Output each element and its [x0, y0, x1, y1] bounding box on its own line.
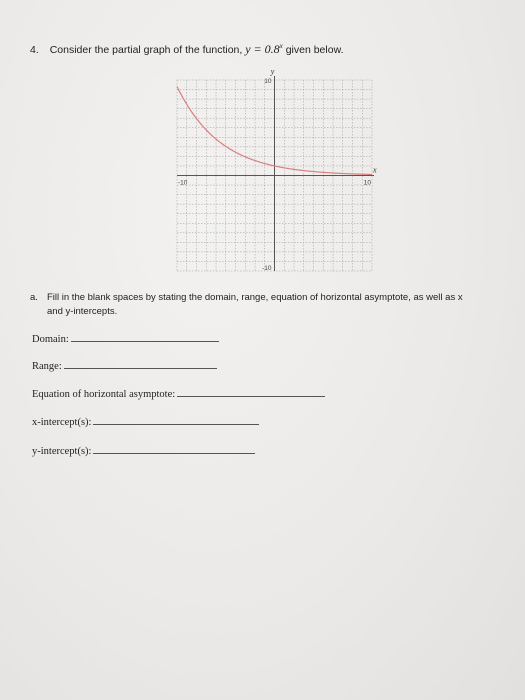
graph-svg	[165, 66, 380, 276]
tick-label-y-min: -10	[262, 265, 272, 272]
asymptote-field	[32, 388, 325, 400]
y-axis-label: y	[270, 67, 275, 76]
range-field	[32, 360, 217, 372]
part-a-text-line2: and y-intercepts.	[47, 306, 118, 317]
x-intercepts-answer-blank[interactable]	[93, 416, 259, 425]
function-expression	[245, 42, 283, 56]
part-a-instructions	[30, 291, 500, 319]
question-number: 4.	[30, 44, 39, 56]
part-a-text-line1: Fill in the blank spaces by stating the domain, range, equation of horizontal asymptote, as well as x	[47, 292, 463, 303]
question-text-after: given below.	[285, 44, 344, 56]
domain-label: Domain:	[32, 334, 69, 345]
tick-label-x-max: 10	[363, 179, 371, 187]
domain-field	[32, 333, 219, 345]
tick-label-y-max: 10	[264, 78, 272, 85]
function-exponent: x	[279, 42, 283, 50]
x-axis-label: x	[373, 165, 377, 175]
function-base: y = 0.8	[245, 42, 280, 56]
question-4-prompt	[30, 42, 344, 57]
y-intercepts-field	[32, 445, 255, 457]
question-text-before: Consider the partial graph of the function,	[49, 44, 243, 56]
y-intercepts-label: y-intercept(s):	[32, 446, 92, 457]
domain-answer-blank[interactable]	[71, 333, 219, 342]
y-intercepts-answer-blank[interactable]	[93, 445, 255, 454]
function-graph	[165, 66, 380, 276]
asymptote-answer-blank[interactable]	[177, 388, 325, 397]
range-label: Range:	[32, 361, 62, 372]
asymptote-label: Equation of horizontal asymptote:	[32, 389, 176, 400]
range-answer-blank[interactable]	[64, 360, 217, 369]
part-a-label: a.	[30, 292, 38, 303]
x-intercepts-label: x-intercept(s):	[32, 417, 92, 428]
x-intercepts-field	[32, 416, 259, 428]
tick-label-x-min: -10	[178, 179, 188, 187]
